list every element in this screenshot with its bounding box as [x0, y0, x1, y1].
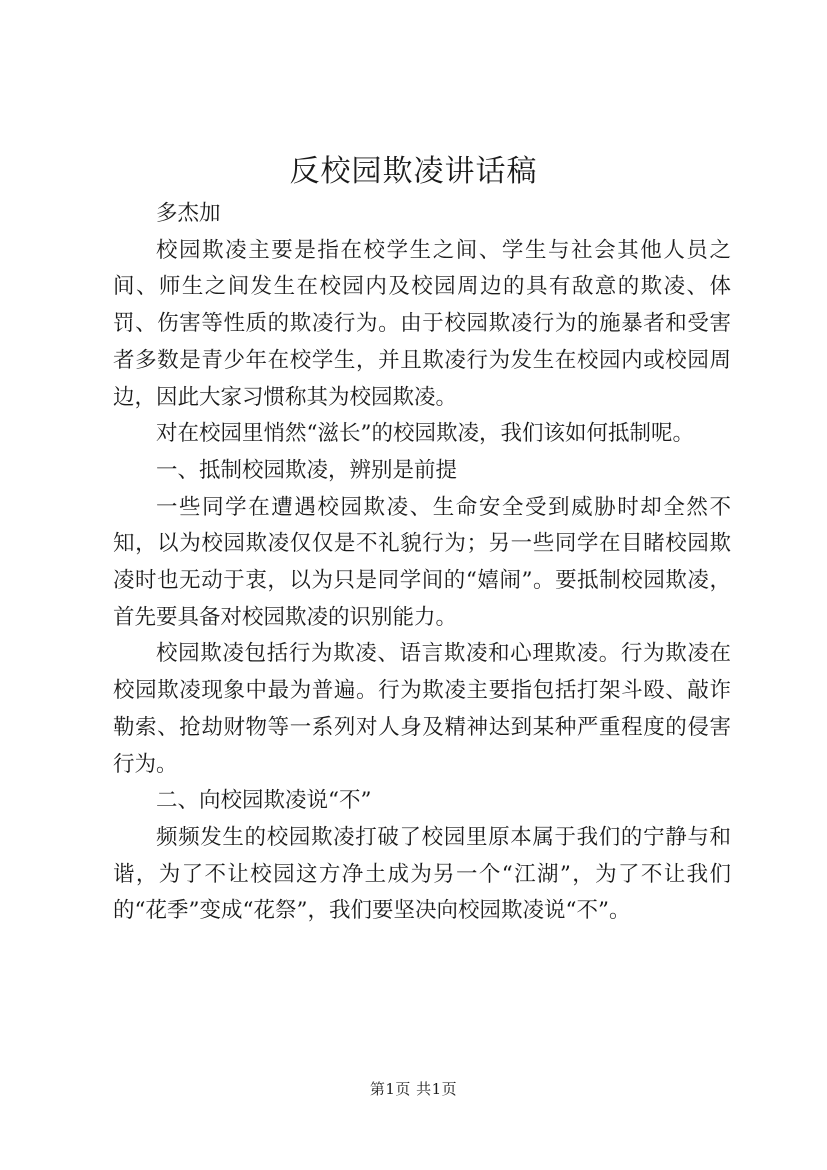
section-heading-1: 一、抵制校园欺凌，辨别是前提: [156, 457, 458, 483]
paragraph-question: 对在校园里悄然“滋长”的校园欺凌，我们该如何抵制呢。: [156, 421, 694, 447]
document-body: [113, 196, 731, 930]
section-heading-2: 二、向校园欺凌说“不”: [156, 788, 372, 814]
page-number-footer: 第1页 共1页: [369, 1080, 458, 1098]
paragraph-types: 校园欺凌包括行为欺凌、语言欺凌和心理欺凌。行为欺凌在校园欺凌现象中最为普遍。行为欺凌主要指包括打架斗殴、敲诈勒索、抢劫财物等一系列对人身及精神达到某种严重程度的侵害行为。: [113, 641, 731, 777]
paragraph-identify: 一些同学在遭遇校园欺凌、生命安全受到威胁时却全然不知，以为校园欺凌仅仅是不礼貌行为；另一些同学在目睹校园欺凌时也无动于衷，以为只是同学间的“嬉闹”。要抵制校园欺凌，首先要具备对校园欺凌的识别能力。: [113, 494, 731, 630]
paragraph-definition: 校园欺凌主要是指在校学生之间、学生与社会其他人员之间、师生之间发生在校园内及校园周边的具有敌意的欺凌、体罚、伤害等性质的欺凌行为。由于校园欺凌行为的施暴者和受害者多数是青少年在校学生，并且欺凌行为发生在校园内或校园周边，因此大家习惯称其为校园欺凌。: [113, 237, 731, 410]
document-title: 反校园欺凌讲话稿: [289, 154, 538, 189]
paragraph-say-no: 频频发生的校园欺凌打破了校园里原本属于我们的宁静与和谐，为了不让校园这方净土成为另一个“江湖”，为了不让我们的“花季”变成“花祭”，我们要坚决向校园欺凌说“不”。: [113, 824, 731, 924]
author-line: 多杰加: [156, 201, 221, 226]
